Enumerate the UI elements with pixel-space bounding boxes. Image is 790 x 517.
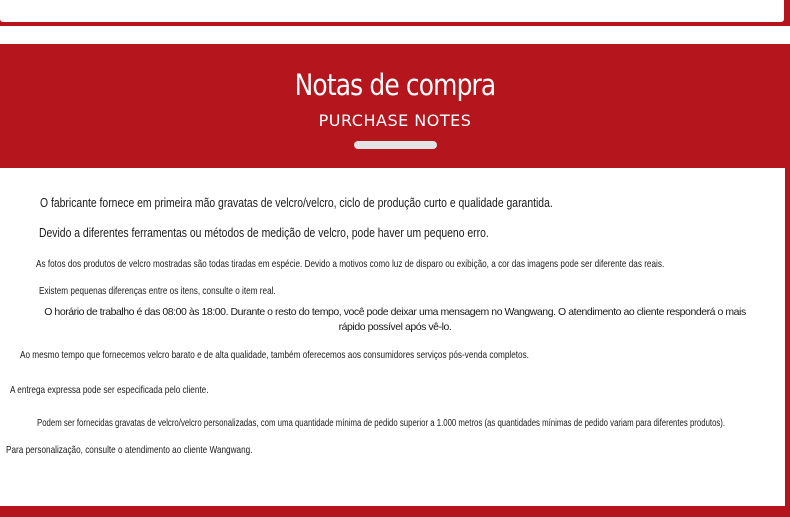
section-subtitle: PURCHASE NOTES: [318, 111, 472, 130]
note-item: Podem ser fornecidas gravatas de velcro/velcro personalizadas, com uma quantidade mínima de pedido superior a 1.000 metros (as quantidades mínimas de pedido variam para diferentes produtos).: [37, 418, 726, 429]
note-item: O fabricante fornece em primeira mão gravatas de velcro/velcro, ciclo de produção curto e qualidade garantida.: [40, 195, 553, 210]
title-underline-pill: [354, 141, 437, 149]
note-item: As fotos dos produtos de velcro mostradas são todas tiradas em espécie. Devido a motivos como luz de disparo ou exibição, a cor das imagens pode ser diferente das reais.: [36, 258, 665, 270]
purchase-notes-header: [0, 44, 790, 168]
notes-panel: [0, 168, 785, 506]
note-item: Ao mesmo tempo que fornecemos velcro barato e de alta qualidade, também oferecemos aos consumidores serviços pós-venda completos.: [20, 349, 529, 361]
section-title: Notas de compra: [294, 68, 496, 102]
note-item: Para personalização, consulte o atendimento ao cliente Wangwang.: [6, 444, 253, 456]
section-divider: [0, 26, 790, 44]
note-item: Devido a diferentes ferramentas ou métodos de medição de velcro, pode haver um pequeno erro.: [39, 225, 489, 240]
note-item: Existem pequenas diferenças entre os itens, consulte o item real.: [39, 285, 276, 297]
note-item: O horário de trabalho é das 08:00 às 18:00. Durante o resto do tempo, você pode deixar uma mensagem no Wangwang. O atendimento ao cliente responderá o mais rápido possível após vê-lo.: [44, 306, 746, 333]
note-item: A entrega expressa pode ser especificada pelo cliente.: [10, 384, 209, 396]
top-content-panel: [0, 0, 784, 22]
